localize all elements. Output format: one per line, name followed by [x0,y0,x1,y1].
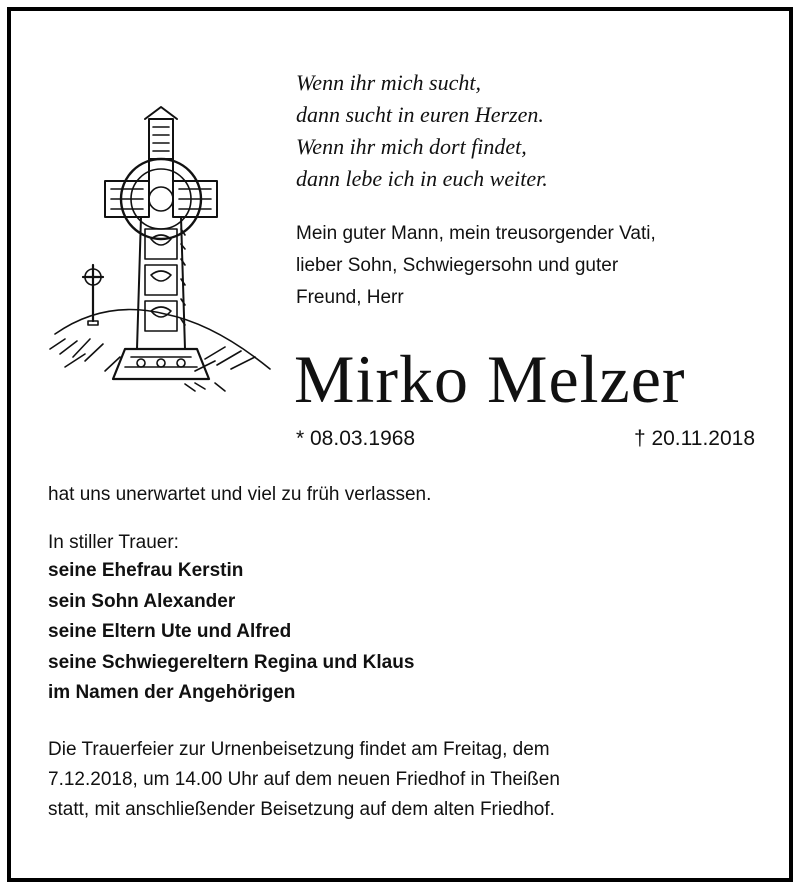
intro-text [296,218,776,314]
intro-line: Mein guter Mann, mein treusorgender Vati, [296,223,656,244]
mourner-item: seine Ehefrau Kerstin [48,560,244,581]
mourner-item: im Namen der Angehörigen [48,682,296,703]
mourners-heading: In stiller Trauer: [48,532,179,553]
mourner-item: sein Sohn Alexander [48,590,236,612]
mourners-list [48,556,414,709]
funeral-info [48,735,560,825]
mourner-item: seine Eltern Ute und Alfred [48,621,292,642]
birth-date: * 08.03.1968 [296,427,416,450]
death-date: † 20.11.2018 [633,427,755,450]
poem [296,67,548,195]
mourner-item: seine Schwiegereltern Regina und Klaus [48,651,415,673]
funeral-line: statt, mit anschließender Beisetzung auf dem alten Friedhof. [48,799,555,820]
funeral-line: Die Trauerfeier zur Urnenbeisetzung findet am Freitag, dem [48,739,550,760]
deceased-name: Mirko Melzer [294,341,686,417]
poem-line: Wenn ihr mich dort findet, [296,134,527,159]
celtic-cross-icon [45,99,275,399]
intro-line: lieber Sohn, Schwiegersohn und guter [296,255,619,276]
intro-line: Freund, Herr [296,287,404,308]
poem-line: dann lebe ich in euch weiter. [296,166,548,191]
obituary-notice [7,7,793,882]
poem-line: dann sucht in euren Herzen. [296,102,544,127]
poem-line: Wenn ihr mich sucht, [296,70,481,95]
funeral-line: 7.12.2018, um 14.00 Uhr auf dem neuen Friedhof in Theißen [48,769,560,790]
passing-message: hat uns unerwartet und viel zu früh verlassen. [48,484,432,505]
